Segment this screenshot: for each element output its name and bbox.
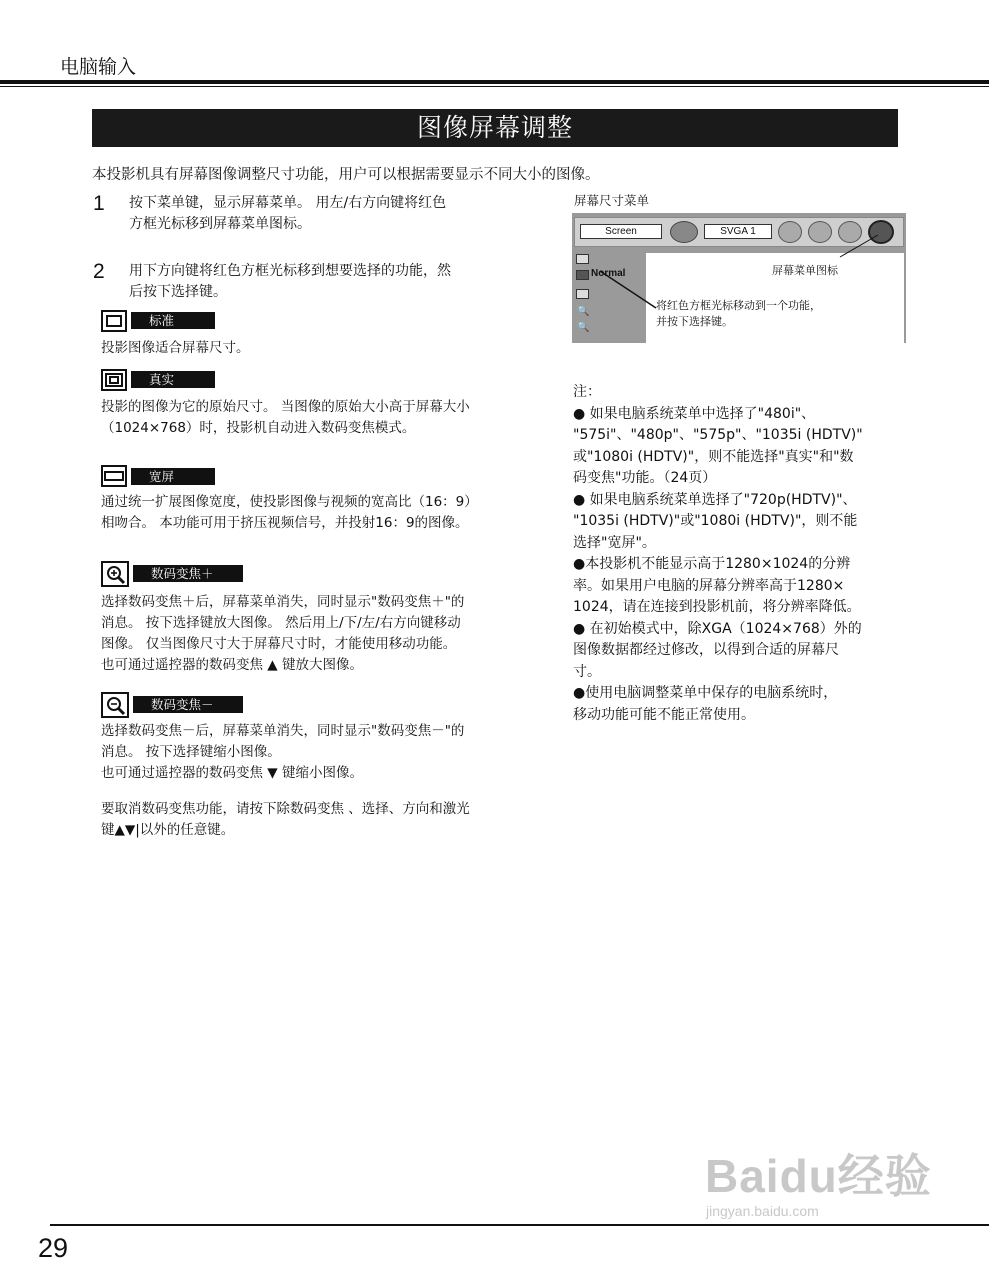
item-label-zoom-out: 数码变焦－: [133, 696, 243, 713]
baidu-watermark-url: jingyan.baidu.com: [706, 1203, 819, 1219]
item-desc-zoom-out: 选择数码变焦－后，屏幕菜单消失，同时显示"数码变焦－"的 消息。 按下选择键缩小图像。 也可通过遥控器的数码变焦 ▼ 键缩小图像。: [101, 723, 465, 781]
true-screen-icon: [101, 369, 127, 391]
header-rule-thin: [0, 86, 989, 87]
item-label-normal: 标准: [131, 312, 215, 329]
menu-svga-button[interactable]: SVGA 1: [704, 224, 772, 239]
item-desc-zoom-in: 选择数码变焦＋后，屏幕菜单消失，同时显示"数码变焦＋"的 消息。 按下选择键放大图像。 然后用上/下/左/右方向键移动 图像。 仅当图像尺寸大于屏幕尺寸时，才能使用移动功能。 也可通过遥控器的数码变焦 ▲ 键放大图像。: [101, 594, 465, 673]
section-label: 电脑输入: [60, 56, 137, 78]
notes-heading: 注：: [573, 384, 601, 400]
header-rule: [0, 80, 989, 84]
menu-screen-button[interactable]: Screen: [580, 224, 662, 239]
cancel-zoom-text: 要取消数码变焦功能，请按下除数码变焦 、选择、方向和激光 键▲▼|以外的任意键。: [101, 801, 470, 838]
step-1-number: 1: [93, 192, 105, 215]
step-2-number: 2: [93, 260, 105, 283]
item-desc-true: 投影的图像为它的原始尺寸。 当图像的原始大小高于屏幕大小 （1024×768）时，投影机自动进入数码变焦模式。: [101, 399, 470, 436]
intro-text: 本投影机具有屏幕图像调整尺寸功能，用户可以根据需要显示不同大小的图像。: [92, 167, 600, 183]
wide-screen-icon: [101, 465, 127, 487]
item-desc-wide: 通过统一扩展图像宽度，使投影图像与视频的宽高比（16：9） 相吻合。 本功能可用于挤压视频信号，并投射16：9的图像。: [101, 494, 478, 531]
item-label-zoom-in: 数码变焦＋: [133, 565, 243, 582]
menu-normal-label: Normal: [591, 268, 626, 279]
zoom-in-icon: [101, 561, 129, 587]
menu-icon-annotation: 屏幕菜单图标: [772, 264, 838, 277]
zoom-out-icon: [101, 692, 129, 718]
page-number: 29: [38, 1233, 69, 1263]
item-label-wide: 宽屏: [131, 468, 215, 485]
page-title: 图像屏幕调整: [92, 109, 898, 147]
cursor-annotation: 将红色方框光标移动到一个功能， 并按下选择键。: [656, 299, 821, 328]
item-desc-normal: 投影图像适合屏幕尺寸。: [101, 340, 250, 356]
normal-screen-icon: [101, 310, 127, 332]
baidu-watermark-logo: Baidu经验: [705, 1150, 932, 1202]
step-2-text: 用下方向键将红色方框光标移到想要选择的功能，然 后按下选择键。: [129, 263, 451, 300]
notes-block: 注： ● 如果电脑系统菜单中选择了"480i"、 "575i"、"480p"、"575p"、"1035i (HDTV)" 或"1080i (HDTV)"，则不能选择"真实"和"数 码变焦"功能。（24页） ● 如果电脑系统菜单选择了"720p(HDTV)"、 "1035i (HDTV)"或"1080i (HDTV)"，则不能 选择"宽屏"。 ●本投影机不能显示高于1280×1024的分辨 率。如果用户电脑的屏幕分辨率高于1280× 1024，请在连接到投影机前，将分辨率降低。 ● 在初始模式中，除XGA（1024×768）外的 图像数据都经过修改，以得到合适的屏幕尺 寸。 ●使用电脑调整菜单中保存的电脑系统时， 移动功能可能不能正常使用。: [573, 382, 928, 726]
menu-side-zoom-out-icon[interactable]: 🔍: [577, 322, 590, 333]
menu-caption: 屏幕尺寸菜单: [574, 193, 650, 208]
menu-side-zoom-in-icon[interactable]: 🔍: [577, 306, 590, 317]
item-label-true: 真实: [131, 371, 215, 388]
footer-rule: [50, 1224, 989, 1226]
step-1-text: 按下菜单键，显示屏幕菜单。 用左/右方向键将红色 方框光标移到屏幕菜单图标。: [129, 195, 447, 232]
